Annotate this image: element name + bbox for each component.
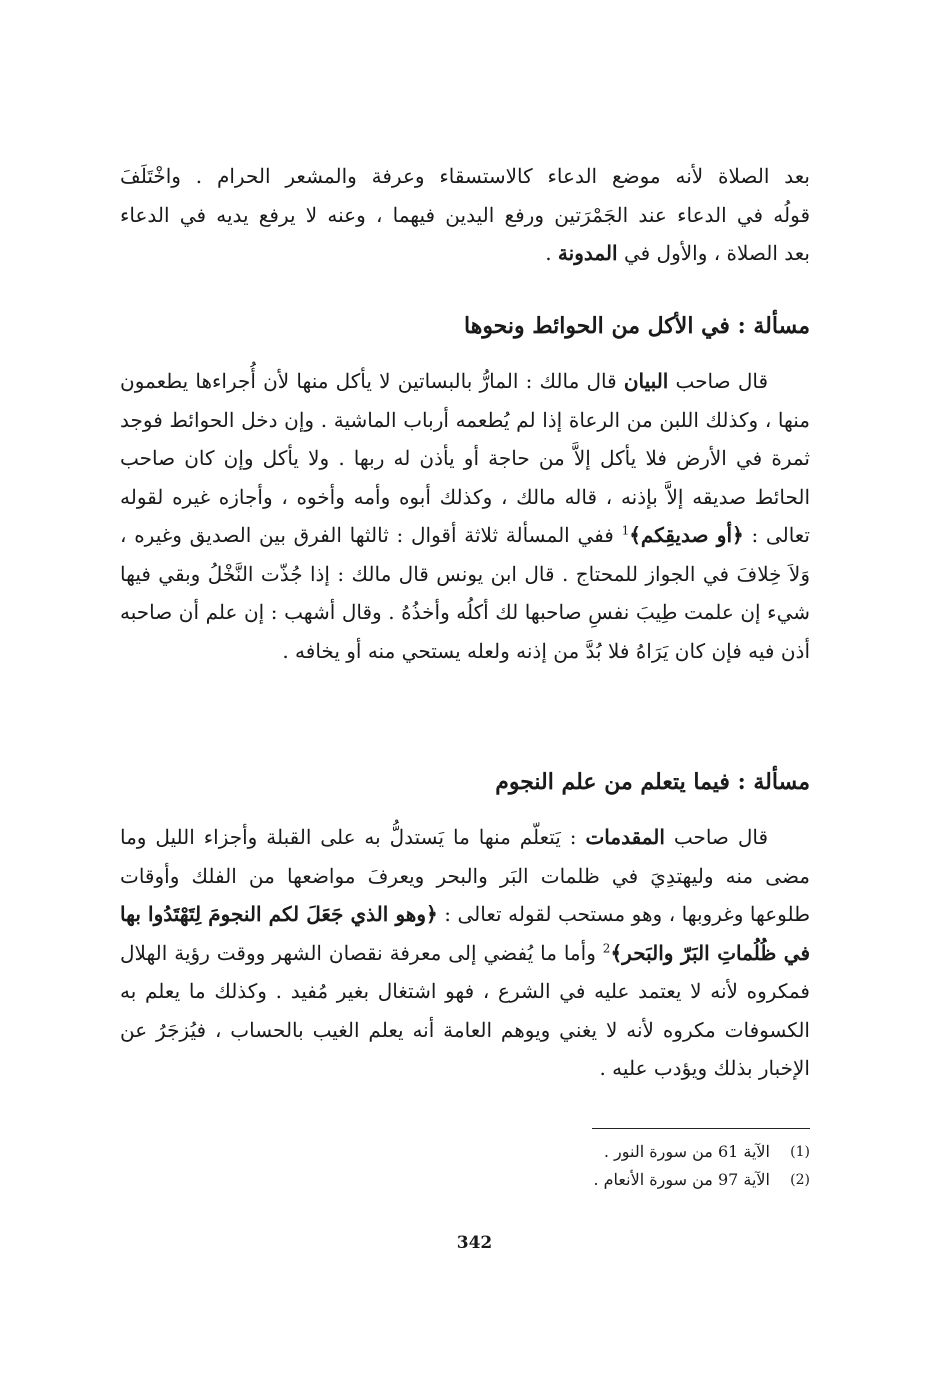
- paragraph-orchards: [120, 362, 810, 670]
- text-line: بعد الصلاة لأنه موضع الدعاء كالاستسقاء وعرفة والمشعر الحرام . واخْتَلَفَ: [120, 164, 810, 188]
- page-number: 342: [456, 1233, 493, 1253]
- footnote-text: الآية 61 من سورة النور .: [603, 1142, 770, 1161]
- section-heading-astronomy: مسألة : فيما يتعلم من علم النجوم: [495, 769, 810, 795]
- text-span: ففي المسألة ثلاثة أقوال : ثالثها الفرق بين الصديق وغيره ، وَلاَ خِلافَ في الجواز للمحتاج . قال ابن يونس قال مالك : إذا جُذّت النَّخْلُ وبقي فيها شيء إن علمت طِيبَ نفسِ صاحبها لك أكلُه وأخذُهُ . وقال أشهب : إن علم أن صاحبه أذن فيه فإن كان يَرَاهُ فلا بُدَّ من إذنه ولعله يستحي منه أو يخافه .: [120, 523, 810, 663]
- footnote-ref: 1: [621, 523, 630, 538]
- footnote-text: الآية 97 من سورة الأنعام .: [593, 1170, 770, 1189]
- book-title-muqaddimat: المقدمات: [585, 825, 665, 849]
- paragraph-continuation: [120, 157, 810, 273]
- footnote-number: (1): [790, 1144, 810, 1160]
- paragraph-body: [120, 362, 810, 670]
- text-span: وأما ما يُفضي إلى معرفة نقصان الشهر ووقت رؤية الهلال فمكروه لأنه لا يعتمد عليه في الشرع ، فهو اشتغال بغير مُفيد . وكذلك ما يعلم به الكسوفات مكروه لأنه لا يغني ويوهم العامة أنه يعلم الغيب بالحساب ، فيُزجَرُ عن الإخبار بذلك ويؤدب عليه .: [120, 940, 810, 1080]
- footnote-item: [420, 1166, 810, 1194]
- footnote-ref: 2: [602, 940, 611, 955]
- text-line: [120, 234, 810, 273]
- quran-verse: ﴿أو صديقِكم﴾: [629, 523, 744, 547]
- footnote-divider: [592, 1128, 810, 1129]
- footnotes: [420, 1138, 810, 1194]
- footnote-item: [420, 1138, 810, 1166]
- text-span: قال صاحب: [664, 825, 769, 849]
- book-title-bayan: البيان: [623, 369, 669, 393]
- paragraph-astronomy: [120, 818, 810, 1088]
- quran-verse: ﴿وهو الذي جَعَلَ لكم النجومَ لِتَهْتَدُوا بها في ظُلُماتِ البَرّ والبَحر﴾: [120, 902, 811, 965]
- text-span: بعد الصلاة ، والأول في: [617, 241, 810, 265]
- text-span: قال صاحب: [668, 369, 769, 393]
- paragraph-body: [120, 818, 810, 1088]
- book-title-mudawwana: المدونة: [557, 241, 618, 265]
- text-span: .: [545, 241, 558, 265]
- footnote-number: (2): [790, 1172, 810, 1188]
- section-heading-eating-from-orchards: مسألة : في الأكل من الحوائط ونحوها: [464, 313, 810, 339]
- text-span: قال مالك : المارُّ بالبساتين لا يأكل منها لأن أُجراءها يطعمون منها ، وكذلك اللبن من الرعاة إذا لم يُطعمه أرباب الماشية . وإن دخل الحوائط فوجد ثمرة في الأرض فلا يأكل إلاَّ من حاجة أو يأذن له ربها . ولا يأكل وإن كان صاحب الحائط صديقه إلاَّ بإذنه ، قاله مالك ، وكذلك أبوه وأمه وأخوه ، وأجازه غيره لقوله تعالى :: [120, 369, 810, 547]
- text-line: قولُه في الدعاء عند الجَمْرَتين ورفع اليدين فيهما ، وعنه لا يرفع يديه في الدعاء: [120, 202, 810, 227]
- text-span: : يَتعلّم منها ما يَستدلُّ به على القبلة وأجزاء الليل وما مضى منه وليهتدِيَ في ظلمات البَر والبحر ويعرفَ مواضعها من الفلك وأوقات طلوعها وغروبها ، وهو مستحب لقوله تعالى :: [120, 825, 810, 926]
